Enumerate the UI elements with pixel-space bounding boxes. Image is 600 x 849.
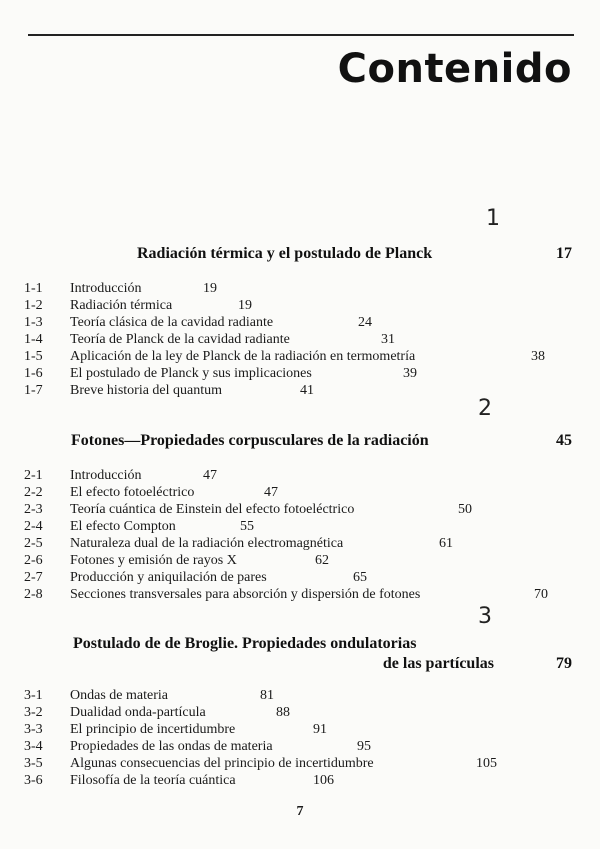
toc-entry[interactable] [0,535,600,552]
section-number: 3-2 [24,705,43,720]
section-page: 91 [313,722,327,737]
section-title: Teoría cuántica de Einstein del efecto fotoeléctrico [70,502,355,517]
section-page: 38 [531,349,545,364]
chapter-3-page[interactable]: 79 [556,655,572,672]
toc-entry[interactable] [0,687,600,704]
chapter-2-page[interactable]: 45 [556,432,572,449]
section-title: El principio de incertidumbre [70,722,236,737]
section-title: Ondas de materia [70,688,168,703]
chapter-3-title-line-1[interactable]: Postulado de de Broglie. Propiedades ondulatorias [73,635,417,652]
section-number: 2-3 [24,502,43,517]
section-title: El efecto fotoeléctrico [70,485,195,500]
toc-entry[interactable] [0,484,600,501]
section-title: Algunas consecuencias del principio de incertidumbre [70,756,374,771]
section-page: 31 [381,332,395,347]
section-number: 1-1 [24,281,43,296]
section-title: Radiación térmica [70,298,173,313]
section-title: Naturaleza dual de la radiación electromagnética [70,536,344,551]
section-page: 95 [357,739,371,754]
section-title: Introducción [70,468,142,483]
section-number: 2-2 [24,485,43,500]
chapter-3-number: 3 [478,604,492,629]
top-rule [28,34,574,36]
section-number: 1-7 [24,383,43,398]
section-page: 62 [315,553,329,568]
section-number: 2-8 [24,587,43,602]
toc-entry[interactable] [0,738,600,755]
section-number: 3-3 [24,722,43,737]
toc-entry[interactable] [0,365,600,382]
section-number: 1-4 [24,332,43,347]
section-page: 65 [353,570,367,585]
toc-entry[interactable] [0,314,600,331]
section-title: Filosofía de la teoría cuántica [70,773,236,788]
section-number: 3-1 [24,688,43,703]
section-title: Fotones y emisión de rayos X [70,553,237,568]
section-page: 70 [534,587,548,602]
section-number: 3-4 [24,739,43,754]
section-title: Introducción [70,281,142,296]
toc-entry[interactable] [0,467,600,484]
section-number: 2-1 [24,468,43,483]
section-title: Dualidad onda-partícula [70,705,206,720]
chapter-1-number: 1 [486,206,500,231]
section-page: 61 [439,536,453,551]
section-title: Secciones transversales para absorción y dispersión de fotones [70,587,421,602]
chapter-2-number: 2 [478,396,492,421]
section-page: 50 [458,502,472,517]
section-page: 106 [313,773,334,788]
section-title: Propiedades de las ondas de materia [70,739,273,754]
section-page: 41 [300,383,314,398]
section-page: 47 [264,485,278,500]
toc-entry[interactable] [0,755,600,772]
section-page: 39 [403,366,417,381]
toc-entry[interactable] [0,569,600,586]
section-title: Teoría clásica de la cavidad radiante [70,315,274,330]
section-number: 2-5 [24,536,43,551]
section-number: 2-6 [24,553,43,568]
section-title: El efecto Compton [70,519,176,534]
section-number: 3-5 [24,756,43,771]
section-number: 1-2 [24,298,43,313]
section-page: 55 [240,519,254,534]
section-number: 1-3 [24,315,43,330]
toc-entry[interactable] [0,518,600,535]
section-page: 81 [260,688,274,703]
toc-entry[interactable] [0,280,600,297]
section-title: Producción y aniquilación de pares [70,570,267,585]
toc-entry[interactable] [0,331,600,348]
section-number: 1-5 [24,349,43,364]
section-title: El postulado de Planck y sus implicaciones [70,366,312,381]
toc-entry[interactable] [0,721,600,738]
page-number: 7 [296,804,304,819]
chapter-2-title[interactable]: Fotones—Propiedades corpusculares de la radiación [71,432,429,449]
section-title: Breve historia del quantum [70,383,223,398]
section-page: 88 [276,705,290,720]
section-title: Teoría de Planck de la cavidad radiante [70,332,290,347]
page-title: Contenido [337,46,572,92]
toc-entry[interactable] [0,382,600,399]
section-title: Aplicación de la ley de Planck de la radiación en termometría [70,349,416,364]
section-number: 1-6 [24,366,43,381]
section-number: 2-7 [24,570,43,585]
toc-entry[interactable] [0,297,600,314]
toc-entry[interactable] [0,348,600,365]
toc-entry[interactable] [0,586,600,603]
section-page: 19 [238,298,252,313]
toc-entry[interactable] [0,704,600,721]
section-number: 2-4 [24,519,43,534]
toc-entry[interactable] [0,552,600,569]
chapter-3-title-line-2[interactable]: de las partículas [382,655,494,672]
chapter-1-page[interactable]: 17 [556,245,572,262]
toc-entry[interactable] [0,501,600,518]
section-page: 19 [203,281,217,296]
toc-entry[interactable] [0,772,600,789]
section-page: 105 [476,756,497,771]
section-page: 24 [358,315,372,330]
section-number: 3-6 [24,773,43,788]
section-page: 47 [203,468,217,483]
chapter-1-title[interactable]: Radiación térmica y el postulado de Planck [137,245,433,262]
